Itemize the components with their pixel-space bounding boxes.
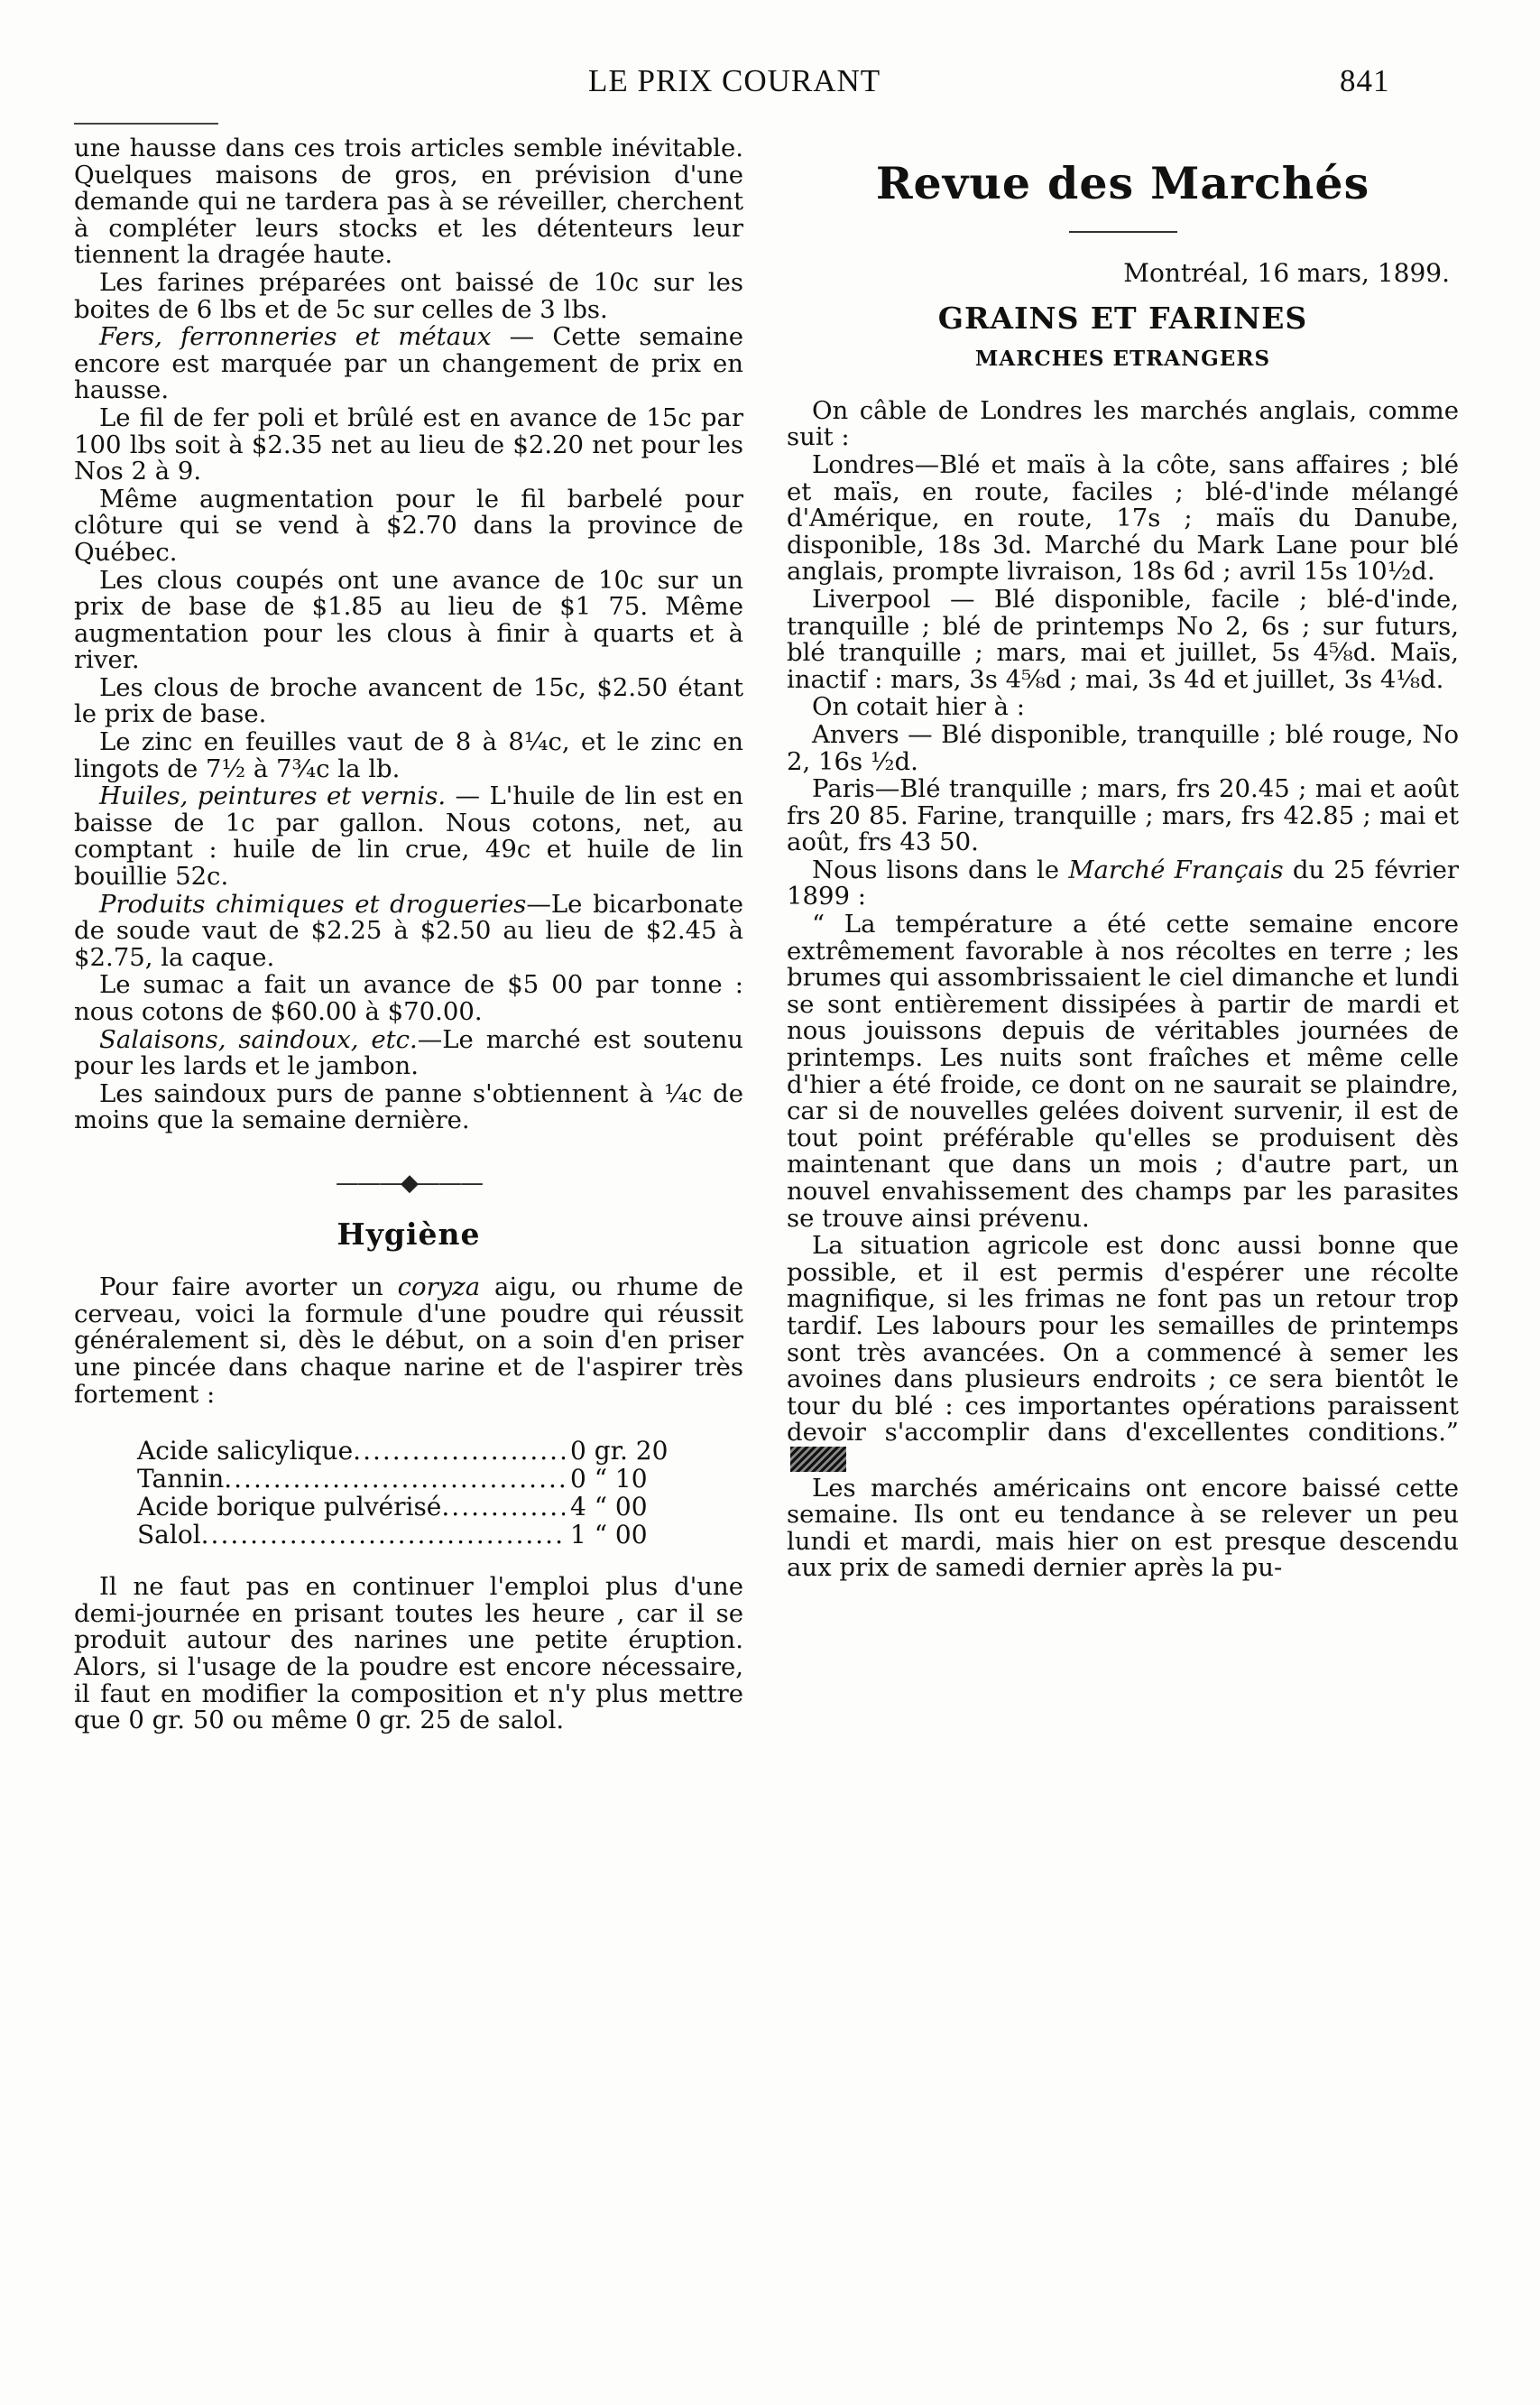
recipe-row bbox=[137, 1493, 696, 1521]
header-rule bbox=[74, 123, 218, 125]
paragraph: Anvers — Blé disponible, tranquille ; blé rouge, No 2, 16s ½d. bbox=[787, 719, 1459, 776]
paragraph: Le zinc en feuilles vaut de 8 à 8¼c, et le zinc en lingots de 7½ à 7¾c la lb. bbox=[74, 727, 743, 783]
heading-rule bbox=[1069, 231, 1177, 233]
running-head bbox=[0, 63, 1540, 108]
paragraph: La situation agricole est donc aussi bonne que possible, et il est permis d'espérer une récolte magnifique, si les frimas ne font pas un retour trop tardif. Les labours pour les semailles de printemps sont très avancées. On a commencé à semer les avoines dans plusieurs endroits ; ce sera bientôt le tour du blé : ces importantes opérations paraissent devoir s'accomplir dans d'excellentes conditions.” bbox=[787, 1233, 1459, 1474]
paragraph: Salaisons, saindoux, etc.—Le marché est soutenu pour les lards et le jambon. bbox=[74, 1024, 743, 1081]
paragraph: Il ne faut pas en continuer l'emploi plus d'une demi-journée en prisant toutes les heure , car il se produit autour des narines une petite éruption. Alors, si l'usage de la poudre est encore nécessaire, il faut en modifier la composition et n'y plus mettre que 0 gr. 50 ou même 0 gr. 25 de salol. bbox=[74, 1572, 743, 1735]
ingredient-quantity: 0 gr. 20 bbox=[570, 1436, 669, 1466]
rubric-label: Huiles, peintures et vernis. bbox=[99, 782, 447, 811]
recipe-table bbox=[137, 1437, 696, 1549]
dot-leader bbox=[201, 1521, 565, 1549]
ingredient-quantity: 4 “ 00 bbox=[570, 1492, 648, 1522]
rubric-label: Fers, ferronneries et métaux bbox=[99, 322, 492, 352]
ingredient-name: Tannin bbox=[137, 1464, 225, 1494]
paragraph: Les marchés américains ont encore baissé cette semaine. Ils ont eu tendance à se relever un peu lundi et mardi, mais hier on est presque descendu aux prix de samedi dernier après la pu- bbox=[787, 1473, 1459, 1583]
section-heading: GRAINS ET FARINES bbox=[937, 300, 1308, 336]
dateline: Montréal, 16 mars, 1899. bbox=[1123, 258, 1450, 288]
hygiene-heading: Hygiène bbox=[337, 1216, 481, 1252]
right-column bbox=[787, 135, 1459, 1582]
ingredient-quantity: 0 “ 10 bbox=[570, 1464, 648, 1494]
paragraph: Huiles, peintures et vernis. — L'huile de lin est en baisse de 1c par gallon. Nous cotons, net, au comptant : huile de lin crue, 49c et huile de lin bouillie 52c. bbox=[74, 782, 743, 892]
paragraph: Pour faire avorter un coryza aigu, ou rhume de cerveau, voici la formule d'une poudre qui réussit généralement si, dès le début, on a soin d'en priser une pincée dans chaque narine et de l'aspirer très fortement : bbox=[74, 1272, 743, 1409]
ingredient-quantity: 1 “ 00 bbox=[570, 1520, 648, 1550]
page-number: 841 bbox=[1340, 63, 1390, 98]
ink-blot-mark bbox=[790, 1447, 846, 1472]
rubric-label: Produits chimiques et drogueries bbox=[99, 889, 527, 919]
rubric-label: Salaisons, saindoux, etc. bbox=[99, 1024, 418, 1054]
paragraph: Les clous coupés ont une avance de 10c sur un prix de base de $1.85 au lieu de $1 75. Même augmentation pour les clous à finir à quarts et à river. bbox=[74, 565, 743, 675]
paragraph: Les saindoux purs de panne s'obtiennent à ¼c de moins que la semaine dernière. bbox=[74, 1078, 743, 1135]
ingredient-name: Acide borique pulvérisé bbox=[137, 1492, 442, 1522]
left-column bbox=[74, 135, 743, 1734]
recipe-row bbox=[137, 1465, 696, 1493]
paragraph: On cotait hier à : bbox=[812, 692, 1026, 722]
paragraph: Le fil de fer poli et brûlé est en avance de 15c par 100 lbs soit à $2.35 net au lieu de $2.20 net pour les Nos 2 à 9. bbox=[74, 402, 743, 486]
paragraph: Londres—Blé et maïs à la côte, sans affaires ; blé et maïs, en route, faciles ; blé-d'inde mélangé d'Amérique, en route, 17s ; maïs du Danube, disponible, 18s 3d. Marché du Mark Lane pour blé anglais, prompte livraison, 18s 6d ; avril 15s 10½d. bbox=[787, 449, 1459, 587]
subsection-heading: MARCHES ETRANGERS bbox=[974, 347, 1271, 372]
section-ornament: ———◆——— bbox=[336, 1169, 482, 1197]
paragraph: Fers, ferronneries et métaux — Cette semaine encore est marquée par un changement de prix en hausse. bbox=[74, 322, 743, 405]
main-heading: Revue des Marchés bbox=[875, 157, 1370, 209]
dot-leader bbox=[224, 1465, 565, 1493]
recipe-row bbox=[137, 1437, 696, 1465]
paragraph: On câble de Londres les marchés anglais, comme suit : bbox=[787, 395, 1459, 452]
publication-title: LE PRIX COURANT bbox=[588, 63, 881, 98]
paragraph: Même augmentation pour le fil barbelé pour clôture qui se vend à $2.70 dans la province de Québec. bbox=[74, 484, 743, 567]
paragraph: Nous lisons dans le Marché Français du 25 février 1899 : bbox=[787, 855, 1459, 911]
paragraph: Le sumac a fait un avance de $5 00 par tonne : nous cotons de $60.00 à $70.00. bbox=[74, 970, 743, 1026]
dot-leader bbox=[441, 1493, 565, 1521]
paragraph: Les farines préparées ont baissé de 10c sur les boites de 6 lbs et de 5c sur celles de 3 lbs. bbox=[74, 267, 743, 324]
paragraph: Liverpool — Blé disponible, facile ; blé-d'inde, tranquille ; blé de printemps No 2, 6s ; sur futurs, blé tranquille ; mars, mai et juillet, 5s 4⅝d. Maïs, inactif : mars, 3s 4⅝d ; mai, 3s 4d et juillet, 3s 4⅛d. bbox=[787, 584, 1459, 694]
paragraph: Produits chimiques et drogueries—Le bicarbonate de soude vaut de $2.25 à $2.50 au lieu de $2.45 à $2.75, la caque. bbox=[74, 889, 744, 972]
ingredient-name: Acide salicylique bbox=[137, 1436, 354, 1466]
paragraph: “ La température a été cette semaine encore extrêmement favorable à nos récoltes en terre ; les brumes qui assombrissaient le ciel dimanche et lundi se sont entièrement dissipées à partir de mardi et nous jouissons depuis de véritables journées de printemps. Les nuits sont fraîches et même celle d'hier a été froide, ce dont on ne saurait se plaindre, car si de nouvelles gelées doivent survenir, il est de tout point préférable qu'elles se produisent dès maintenant que dans un mois ; d'autre part, un nouvel envahissement des champs par les parasites se trouve ainsi prévenu. bbox=[787, 910, 1459, 1233]
recipe-row bbox=[137, 1521, 696, 1549]
ingredient-name: Salol bbox=[137, 1520, 201, 1550]
paragraph: une hausse dans ces trois articles semble inévitable. Quelques maisons de gros, en prévision d'une demande qui ne tardera pas à se réveiller, cherchent à compléter leurs stocks et les détenteurs leur tiennent la dragée haute. bbox=[74, 134, 743, 270]
dot-leader bbox=[353, 1437, 565, 1465]
paragraph: Les clous de broche avancent de 15c, $2.50 étant le prix de base. bbox=[74, 672, 743, 729]
paragraph: Paris—Blé tranquille ; mars, frs 20.45 ; mai et août frs 20 85. Farine, tranquille ; mars, frs 42.85 ; mai et août, frs 43 50. bbox=[787, 774, 1459, 857]
